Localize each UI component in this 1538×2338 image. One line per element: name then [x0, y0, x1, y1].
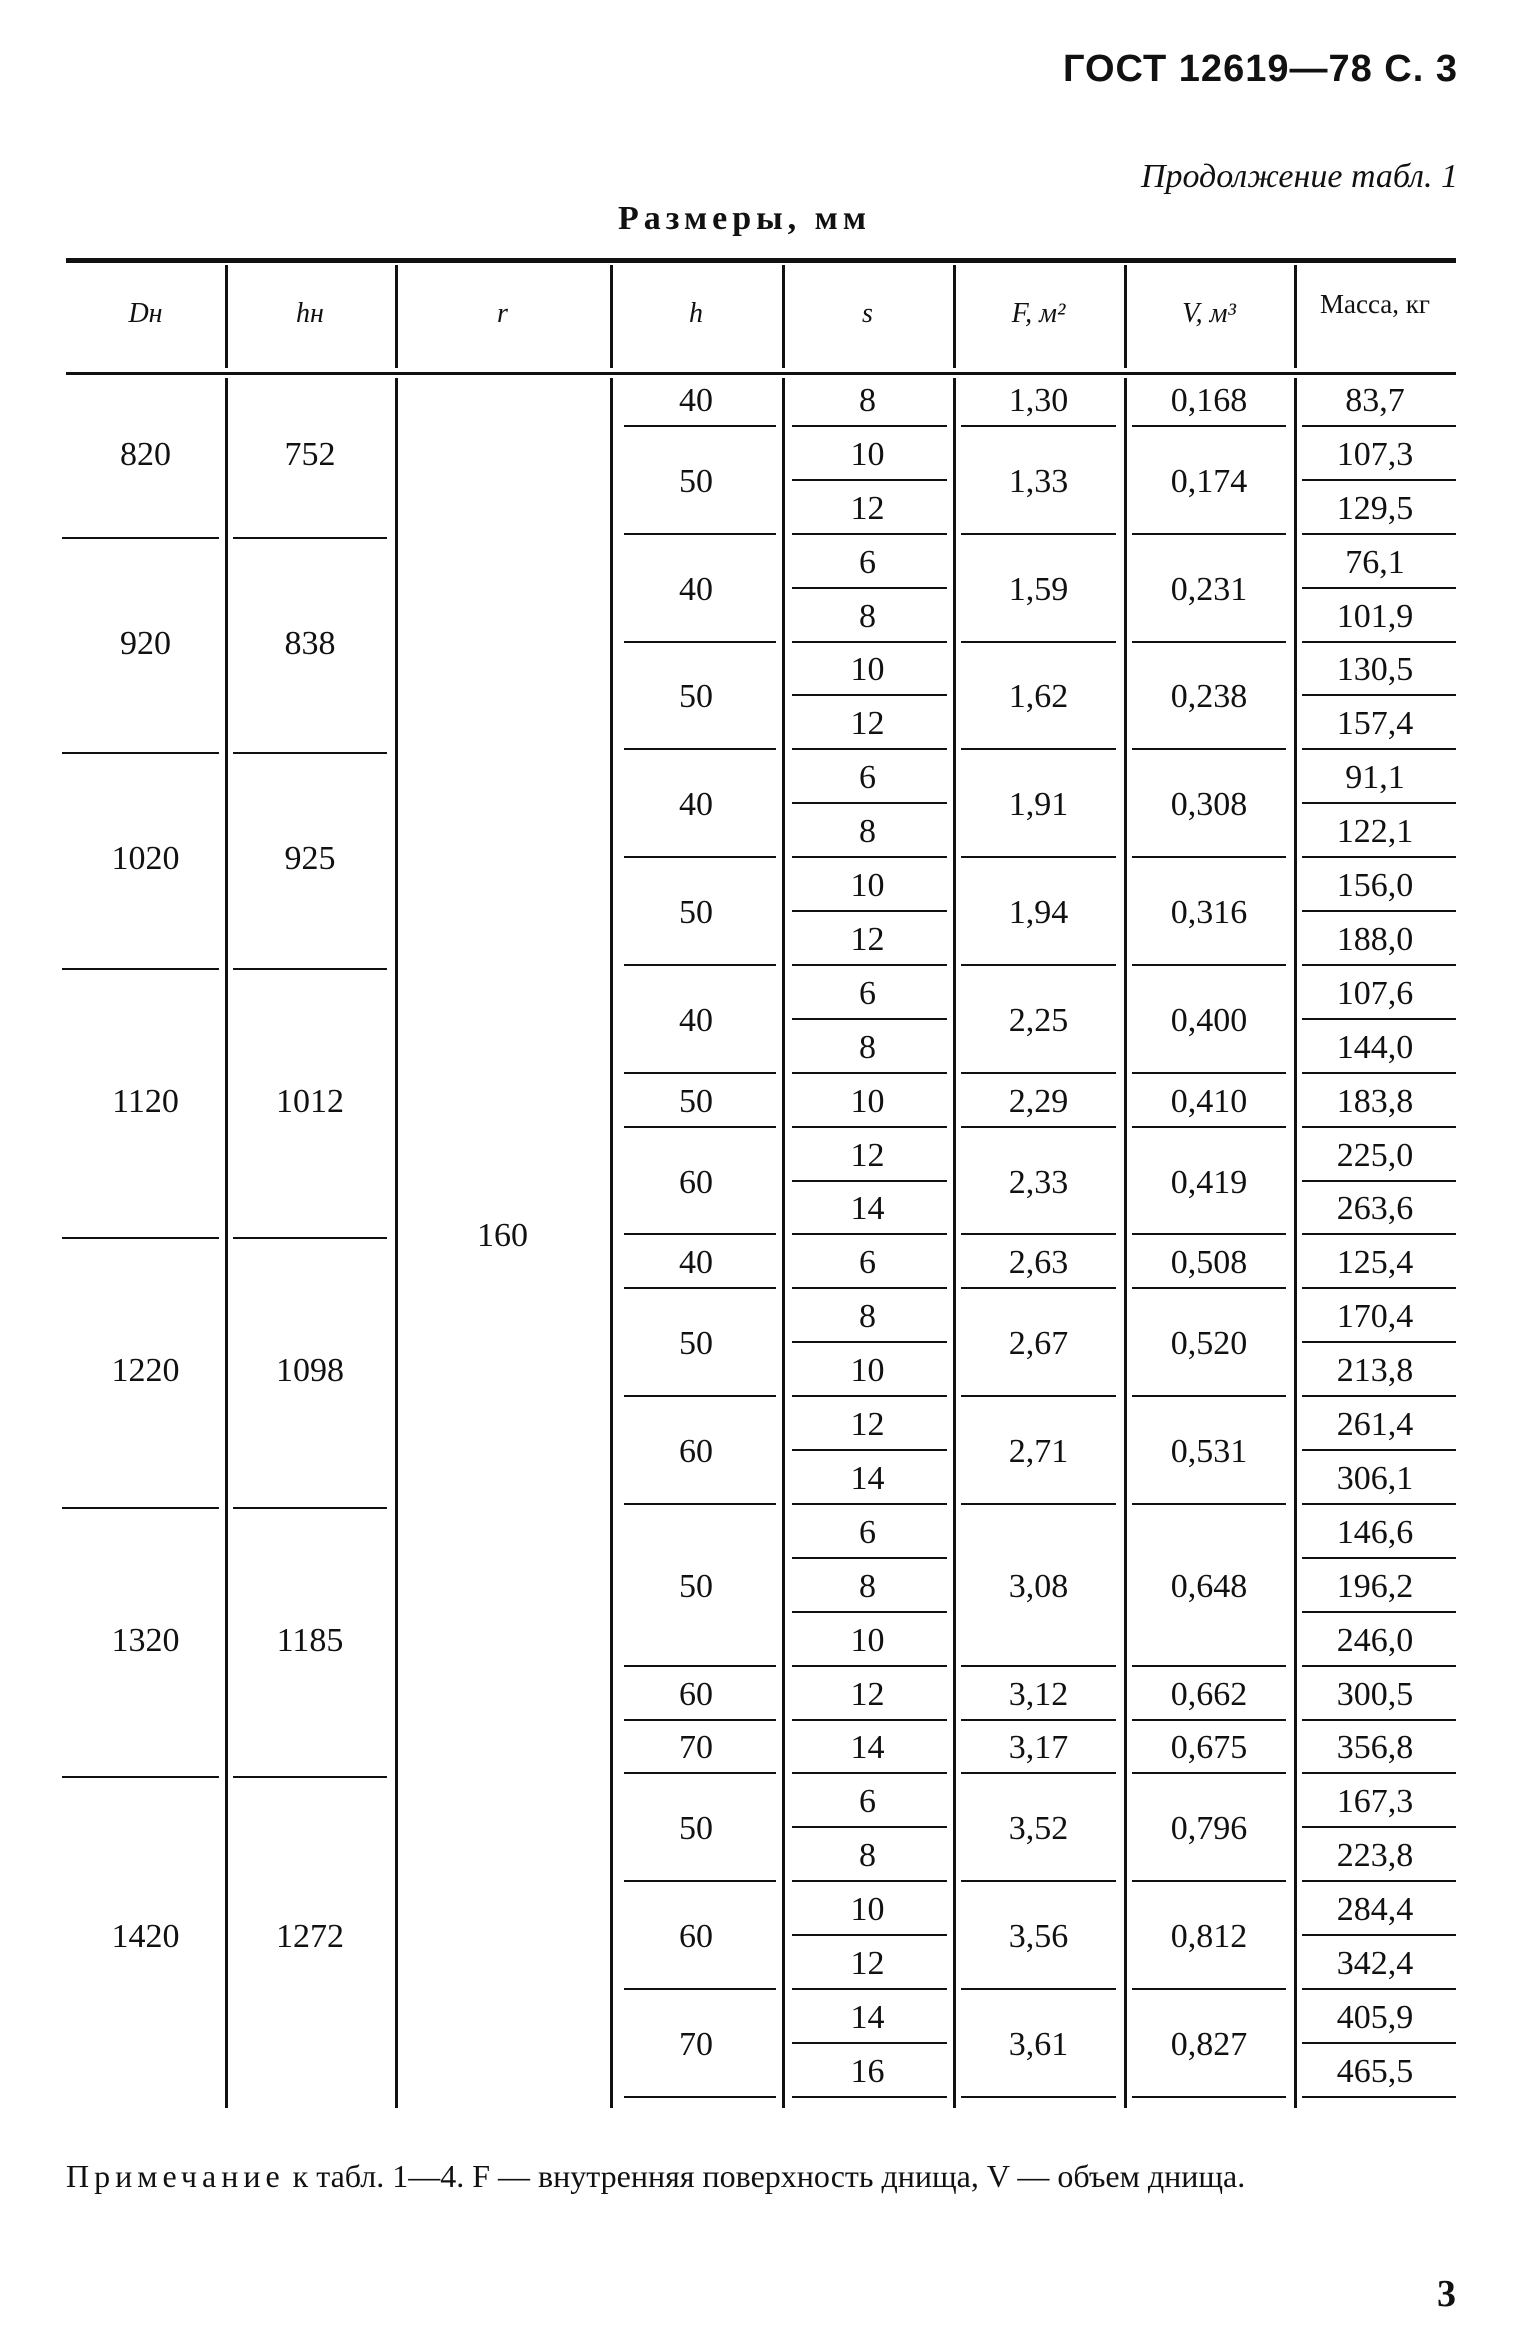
row-divider: [624, 1287, 776, 1289]
cell-s: 6: [859, 759, 876, 797]
cell-hn: 925: [284, 840, 336, 878]
cell-dn: 820: [120, 435, 171, 473]
row-divider: [792, 641, 947, 643]
row-divider: [624, 1233, 776, 1235]
row-divider: [792, 587, 947, 589]
row-divider: [1132, 1988, 1286, 1990]
row-divider: [961, 1072, 1116, 1074]
row-divider: [1132, 964, 1286, 966]
cell-mass: 213,8: [1336, 1352, 1414, 1390]
cell-s: 12: [850, 489, 885, 527]
row-divider: [1132, 1503, 1286, 1505]
column-divider: [610, 378, 613, 2108]
row-divider: [961, 1719, 1116, 1721]
header-dn: Dн: [128, 298, 163, 329]
row-divider: [792, 1126, 947, 1128]
row-divider: [792, 1934, 947, 1936]
row-divider: [792, 1503, 947, 1505]
row-divider: [792, 2042, 947, 2044]
row-divider: [792, 1233, 947, 1235]
note-text: к табл. 1—4. F — внутренняя поверхность днища, V — объем днища.: [284, 2158, 1246, 2194]
cell-f: 3,61: [1008, 2025, 1069, 2063]
row-divider: [233, 537, 387, 539]
cell-h: 40: [679, 570, 713, 608]
cell-v: 0,827: [1170, 2025, 1248, 2063]
cell-h: 40: [679, 381, 713, 419]
cell-f: 1,62: [1008, 678, 1069, 716]
cell-s: 10: [850, 1082, 885, 1120]
cell-hn: 1098: [276, 1352, 344, 1390]
row-divider: [1132, 1126, 1286, 1128]
cell-s: 12: [850, 1136, 885, 1174]
row-divider: [792, 1988, 947, 1990]
header-hn: hн: [296, 298, 324, 329]
row-divider: [1132, 1072, 1286, 1074]
row-divider: [1132, 1233, 1286, 1235]
row-divider: [961, 1233, 1116, 1235]
row-divider: [1132, 1772, 1286, 1774]
row-divider: [792, 533, 947, 535]
cell-h: 50: [679, 678, 713, 716]
row-divider: [624, 856, 776, 858]
row-divider: [961, 2096, 1116, 2098]
cell-v: 0,812: [1170, 1918, 1248, 1956]
cell-v: 0,400: [1170, 1001, 1248, 1039]
row-divider: [792, 2096, 947, 2098]
cell-f: 3,52: [1008, 1810, 1069, 1848]
cell-s: 8: [859, 1837, 876, 1875]
cell-s: 16: [850, 2052, 885, 2090]
row-divider: [1302, 1719, 1456, 1721]
cell-v: 0,174: [1170, 462, 1248, 500]
cell-mass: 405,9: [1336, 1998, 1414, 2036]
cell-mass: 356,8: [1336, 1729, 1414, 1767]
row-divider: [1302, 1180, 1456, 1182]
cell-r: 160: [477, 1217, 528, 1255]
cell-v: 0,231: [1170, 570, 1248, 608]
cell-mass: 91,1: [1345, 759, 1405, 797]
cell-h: 50: [679, 1082, 713, 1120]
row-divider: [792, 479, 947, 481]
cell-dn: 1120: [112, 1082, 179, 1120]
row-divider: [792, 1287, 947, 1289]
row-divider: [233, 1507, 387, 1509]
cell-mass: 183,8: [1336, 1082, 1414, 1120]
row-divider: [1302, 1557, 1456, 1559]
cell-h: 70: [679, 1729, 713, 1767]
row-divider: [233, 1776, 387, 1778]
cell-s: 10: [850, 867, 885, 905]
row-divider: [961, 1988, 1116, 1990]
row-divider: [792, 1449, 947, 1451]
cell-mass: 170,4: [1336, 1298, 1414, 1336]
row-divider: [624, 1395, 776, 1397]
cell-dn: 1320: [111, 1621, 180, 1659]
cell-mass: 465,5: [1336, 2052, 1414, 2090]
cell-v: 0,520: [1170, 1325, 1248, 1363]
row-divider: [961, 856, 1116, 858]
row-divider: [1132, 856, 1286, 858]
cell-s: 12: [850, 1406, 885, 1444]
row-divider: [792, 1557, 947, 1559]
cell-s: 8: [859, 1567, 876, 1605]
row-divider: [624, 425, 776, 427]
cell-s: 10: [850, 1891, 885, 1929]
header-h: h: [689, 298, 703, 329]
cell-h: 60: [679, 1918, 713, 1956]
cell-mass: 130,5: [1336, 651, 1414, 689]
row-divider: [233, 1237, 387, 1239]
cell-mass: 306,1: [1336, 1459, 1414, 1497]
row-divider: [62, 1237, 219, 1239]
row-divider: [1302, 1072, 1456, 1074]
row-divider: [961, 1665, 1116, 1667]
cell-mass: 83,7: [1345, 381, 1405, 419]
row-divider: [792, 1180, 947, 1182]
cell-h: 70: [679, 2025, 713, 2063]
row-divider: [792, 1611, 947, 1613]
cell-h: 50: [679, 894, 713, 931]
row-divider: [1302, 1772, 1456, 1774]
table-top-rule: [66, 258, 1456, 263]
cell-mass: 157,4: [1336, 705, 1414, 743]
cell-v: 0,308: [1170, 786, 1248, 824]
cell-mass: 101,9: [1336, 597, 1414, 635]
cell-s: 12: [850, 1675, 885, 1713]
note-lead: Примечание: [66, 2158, 285, 2194]
row-divider: [792, 1826, 947, 1828]
row-divider: [792, 1072, 947, 1074]
cell-hn: 1012: [276, 1082, 344, 1120]
cell-f: 1,94: [1008, 894, 1069, 931]
row-divider: [1302, 1826, 1456, 1828]
cell-mass: 107,3: [1336, 435, 1414, 473]
row-divider: [1302, 1126, 1456, 1128]
cell-mass: 167,3: [1336, 1783, 1414, 1821]
cell-hn: 752: [284, 435, 336, 473]
cell-f: 3,56: [1008, 1918, 1069, 1956]
row-divider: [1302, 1395, 1456, 1397]
cell-mass: 284,4: [1336, 1891, 1414, 1929]
row-divider: [1302, 425, 1456, 427]
cell-v: 0,410: [1170, 1082, 1248, 1120]
cell-f: 2,29: [1008, 1082, 1069, 1120]
row-divider: [624, 1988, 776, 1990]
cell-f: 2,67: [1008, 1325, 1069, 1363]
row-divider: [1132, 2096, 1286, 2098]
cell-s: 12: [850, 1945, 885, 1983]
row-divider: [1132, 1719, 1286, 1721]
cell-h: 50: [679, 1325, 713, 1363]
cell-f: 3,08: [1008, 1567, 1069, 1605]
cell-s: 10: [850, 435, 885, 473]
cell-s: 8: [859, 1298, 876, 1336]
cell-f: 2,63: [1008, 1244, 1069, 1282]
row-divider: [1302, 1665, 1456, 1667]
cell-v: 0,168: [1170, 381, 1248, 419]
row-divider: [961, 1287, 1116, 1289]
row-divider: [624, 748, 776, 750]
row-divider: [624, 2096, 776, 2098]
row-divider: [1132, 425, 1286, 427]
row-divider: [961, 1772, 1116, 1774]
row-divider: [62, 537, 219, 539]
table-continuation-label: Продолжение табл. 1: [1140, 158, 1458, 195]
cell-s: 6: [859, 543, 876, 581]
cell-mass: 76,1: [1345, 543, 1405, 581]
row-divider: [961, 1395, 1116, 1397]
row-divider: [1302, 2096, 1456, 2098]
cell-hn: 1185: [276, 1621, 344, 1659]
cell-s: 8: [859, 597, 876, 635]
cell-f: 2,71: [1008, 1433, 1069, 1470]
row-divider: [624, 1880, 776, 1882]
cell-f: 1,91: [1008, 786, 1069, 824]
cell-mass: 122,1: [1336, 813, 1414, 851]
row-divider: [1132, 641, 1286, 643]
cell-mass: 129,5: [1336, 489, 1414, 527]
cell-f: 1,59: [1008, 570, 1069, 608]
row-divider: [792, 856, 947, 858]
header-s: s: [862, 298, 873, 329]
cell-s: 10: [850, 1352, 885, 1390]
cell-s: 6: [859, 1783, 876, 1821]
cell-dn: 1020: [111, 840, 180, 878]
row-divider: [62, 1507, 219, 1509]
cell-dn: 920: [120, 624, 171, 662]
cell-s: 10: [850, 1621, 885, 1659]
row-divider: [62, 968, 219, 970]
row-divider: [961, 964, 1116, 966]
cell-mass: 144,0: [1336, 1028, 1414, 1066]
row-divider: [792, 694, 947, 696]
row-divider: [1302, 1988, 1456, 1990]
row-divider: [961, 641, 1116, 643]
row-divider: [62, 752, 219, 754]
row-divider: [792, 1395, 947, 1397]
row-divider: [792, 1772, 947, 1774]
row-divider: [961, 1880, 1116, 1882]
row-divider: [624, 1665, 776, 1667]
row-divider: [1302, 1287, 1456, 1289]
row-divider: [1302, 641, 1456, 643]
row-divider: [792, 1665, 947, 1667]
row-divider: [792, 910, 947, 912]
cell-mass: 342,4: [1336, 1945, 1414, 1983]
row-divider: [1302, 1341, 1456, 1343]
cell-h: 40: [679, 1244, 713, 1282]
units-caption: Размеры, мм: [618, 200, 871, 237]
row-divider: [1302, 802, 1456, 804]
cell-mass: 223,8: [1336, 1837, 1414, 1875]
cell-s: 10: [850, 651, 885, 689]
cell-s: 6: [859, 1513, 876, 1551]
row-divider: [1132, 1665, 1286, 1667]
row-divider: [1302, 479, 1456, 481]
row-divider: [792, 425, 947, 427]
row-divider: [624, 964, 776, 966]
header-f: F, м²: [1011, 298, 1066, 329]
row-divider: [1132, 748, 1286, 750]
row-divider: [792, 802, 947, 804]
row-divider: [1302, 1449, 1456, 1451]
row-divider: [792, 1018, 947, 1020]
cell-h: 50: [679, 1810, 713, 1848]
row-divider: [1302, 1880, 1456, 1882]
cell-mass: 225,0: [1336, 1136, 1414, 1174]
cell-s: 14: [850, 1998, 885, 2036]
cell-mass: 263,6: [1336, 1190, 1414, 1228]
row-divider: [961, 1503, 1116, 1505]
row-divider: [1302, 587, 1456, 589]
cell-h: 50: [679, 1567, 713, 1605]
row-divider: [624, 1126, 776, 1128]
row-divider: [1302, 533, 1456, 535]
cell-h: 40: [679, 786, 713, 824]
cell-h: 60: [679, 1675, 713, 1713]
document-header: ГОСТ 12619—78 С. 3: [1062, 48, 1458, 90]
row-divider: [624, 1772, 776, 1774]
cell-s: 14: [850, 1729, 885, 1767]
cell-mass: 196,2: [1336, 1567, 1414, 1605]
cell-hn: 838: [284, 624, 336, 662]
cell-mass: 125,4: [1336, 1244, 1414, 1282]
row-divider: [1302, 1233, 1456, 1235]
row-divider: [1302, 856, 1456, 858]
cell-s: 6: [859, 1244, 876, 1282]
cell-mass: 107,6: [1336, 974, 1414, 1012]
cell-h: 50: [679, 462, 713, 500]
row-divider: [1302, 1934, 1456, 1936]
cell-f: 3,12: [1008, 1675, 1069, 1713]
row-divider: [961, 1126, 1116, 1128]
table-note: [66, 2158, 1456, 2194]
cell-s: 14: [850, 1190, 885, 1228]
row-divider: [792, 1341, 947, 1343]
row-divider: [624, 641, 776, 643]
cell-v: 0,316: [1170, 894, 1248, 931]
cell-mass: 146,6: [1336, 1513, 1414, 1551]
row-divider: [1302, 694, 1456, 696]
cell-v: 0,648: [1170, 1567, 1248, 1605]
column-divider: [953, 378, 956, 2108]
row-divider: [233, 968, 387, 970]
cell-s: 14: [850, 1459, 885, 1497]
cell-dn: 1420: [111, 1918, 180, 1956]
row-divider: [792, 748, 947, 750]
row-divider: [624, 533, 776, 535]
cell-hn: 1272: [276, 1918, 344, 1956]
row-divider: [624, 1719, 776, 1721]
cell-f: 2,33: [1008, 1163, 1069, 1201]
cell-v: 0,662: [1170, 1675, 1248, 1713]
row-divider: [1302, 1611, 1456, 1613]
cell-s: 8: [859, 813, 876, 851]
row-divider: [62, 1776, 219, 1778]
cell-s: 12: [850, 920, 885, 958]
cell-v: 0,531: [1170, 1433, 1248, 1470]
cell-mass: 188,0: [1336, 920, 1414, 958]
cell-h: 60: [679, 1433, 713, 1470]
header-bottom-rule: [66, 372, 1456, 375]
cell-h: 60: [679, 1163, 713, 1201]
cell-s: 12: [850, 705, 885, 743]
row-divider: [961, 533, 1116, 535]
cell-v: 0,675: [1170, 1729, 1248, 1767]
row-divider: [792, 1719, 947, 1721]
cell-dn: 1220: [111, 1352, 180, 1390]
row-divider: [624, 1503, 776, 1505]
row-divider: [1132, 533, 1286, 535]
row-divider: [792, 964, 947, 966]
cell-mass: 156,0: [1336, 867, 1414, 905]
header-r: r: [497, 298, 508, 329]
row-divider: [1302, 1018, 1456, 1020]
cell-h: 40: [679, 1001, 713, 1039]
row-divider: [961, 748, 1116, 750]
cell-f: 3,17: [1008, 1729, 1069, 1767]
row-divider: [624, 1072, 776, 1074]
cell-s: 8: [859, 381, 876, 419]
cell-f: 2,25: [1008, 1001, 1069, 1039]
row-divider: [1132, 1287, 1286, 1289]
row-divider: [1302, 964, 1456, 966]
cell-f: 1,30: [1008, 381, 1069, 419]
cell-v: 0,508: [1170, 1244, 1248, 1282]
row-divider: [1302, 2042, 1456, 2044]
row-divider: [233, 752, 387, 754]
header-mass: Масса, кг: [1320, 289, 1430, 319]
row-divider: [792, 1880, 947, 1882]
cell-s: 6: [859, 974, 876, 1012]
cell-mass: 261,4: [1336, 1406, 1414, 1444]
row-divider: [1132, 1395, 1286, 1397]
row-divider: [1302, 1503, 1456, 1505]
cell-v: 0,238: [1170, 678, 1248, 716]
row-divider: [1132, 1880, 1286, 1882]
row-divider: [961, 425, 1116, 427]
row-divider: [1302, 910, 1456, 912]
cell-v: 0,796: [1170, 1810, 1248, 1848]
page-number: 3: [1437, 2273, 1456, 2315]
cell-s: 8: [859, 1028, 876, 1066]
header-v: V, м³: [1182, 298, 1236, 329]
column-divider: [1124, 378, 1127, 2108]
row-divider: [1302, 748, 1456, 750]
cell-mass: 246,0: [1336, 1621, 1414, 1659]
cell-f: 1,33: [1008, 462, 1069, 500]
cell-mass: 300,5: [1336, 1675, 1414, 1713]
cell-v: 0,419: [1170, 1163, 1248, 1201]
